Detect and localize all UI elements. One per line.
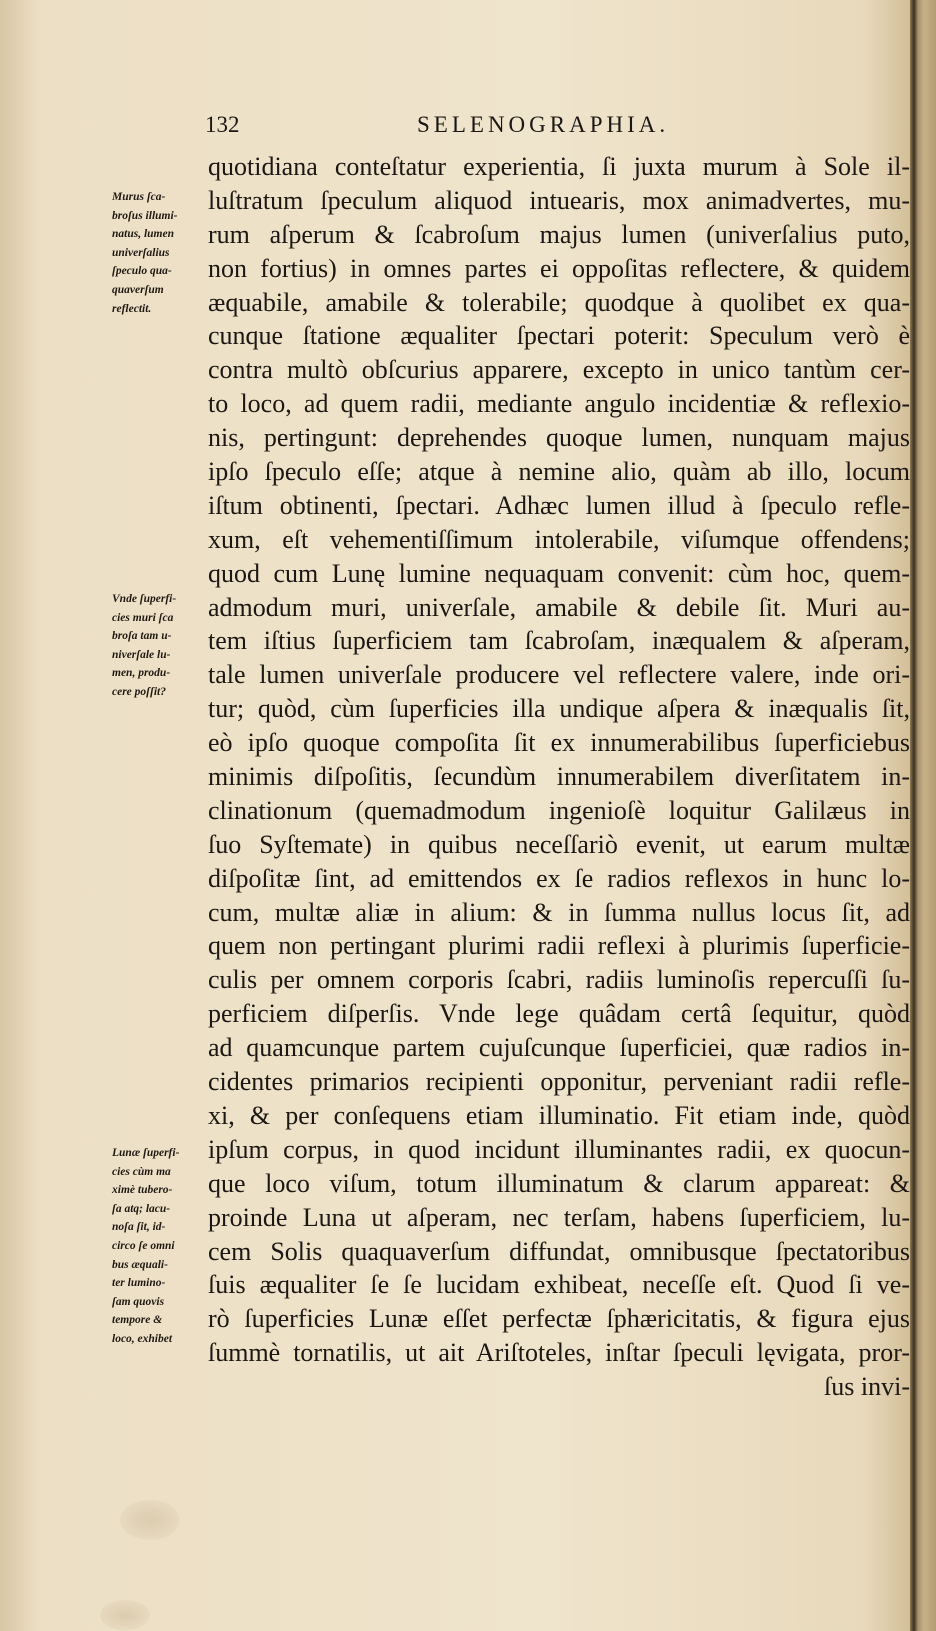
- text-line: iſtum obtinenti, ſpectari. Adhæc lumen illud à ſpeculo refle-: [208, 490, 910, 520]
- text-line: non fortius) in omnes partes ei oppoſitas reflectere, & quidem: [208, 253, 910, 283]
- text-line: diſpoſitæ ſint, ad emittendos ex ſe radios reflexos in hunc lo-: [208, 863, 910, 893]
- text-line: culis per omnem corporis ſcabri, radiis luminoſis repercuſſi ſu-: [208, 965, 910, 995]
- marginal-note-line: ter lumino-: [112, 1277, 166, 1290]
- marginal-note-line: natus, lumen: [112, 228, 174, 241]
- text-line: eò ipſo quoque compoſita ſit ex innumerabilibus ſuperficiebus: [208, 728, 910, 758]
- marginal-note-line: cere poſſit?: [112, 685, 166, 698]
- marginal-note-line: men, produ-: [112, 667, 171, 680]
- text-line: proinde Luna ut aſperam, nec terſam, habens ſuperficiem, lu-: [208, 1202, 910, 1232]
- marginal-note-line: tempore &: [112, 1314, 163, 1327]
- text-line: ad quamcunque partem cujuſcunque ſuperficiei, quæ radios in-: [208, 1033, 910, 1063]
- marginal-note-line: cies muri ſca: [112, 611, 174, 624]
- text-line: cem Solis quaquaverſum diffundat, omnibusque ſpectatoribus: [208, 1236, 910, 1266]
- text-line: quotidiana conteſtatur experientia, ſi juxta murum à Sole il-: [208, 152, 910, 181]
- text-line: tale lumen univerſale producere vel reflectere valere, inde ori-: [208, 660, 910, 690]
- marginal-note-line: Vnde ſuperfi-: [112, 593, 177, 605]
- paper-stain: [100, 1600, 150, 1630]
- marginal-note-line: broſus illumi-: [112, 209, 178, 222]
- marginal-note-line: loco, exhibet: [112, 1332, 173, 1345]
- text-line: perficiem diſperſis. Vnde lege quâdam certâ ſequitur, quòd: [208, 999, 910, 1029]
- marginal-note-line: cies cùm ma: [112, 1165, 171, 1178]
- text-line: ipſo ſpeculo eſſe; atque à nemine alio, quàm ab illo, locum: [208, 457, 910, 487]
- marginal-note-line: ximè tubero-: [112, 1184, 173, 1197]
- page-header: [205, 112, 725, 142]
- text-line: luſtratum ſpeculum aliquod intuearis, mox animadvertes, mu-: [208, 185, 910, 215]
- text-line: que loco viſum, totum illuminatum & clarum appareat: &: [208, 1168, 910, 1198]
- marginal-note-line: noſa ſit, id-: [112, 1221, 166, 1234]
- text-line: xi, & per conſequens etiam illuminatio. Fit etiam inde, quòd: [208, 1100, 910, 1130]
- text-line: æquabile, amabile & tolerabile; quodque à quolibet ex qua-: [208, 287, 910, 317]
- text-line: minimis diſpoſitis, ſecundùm innumerabilem diverſitatem in-: [208, 762, 910, 792]
- text-line: quod cum Lunę lumine nequaquam convenit: cùm hoc, quem-: [208, 558, 910, 588]
- text-line: ſuo Syſtemate) in quibus neceſſariò evenit, ut earum multæ: [208, 829, 910, 859]
- marginal-note-line: Lunæ ſuperfi-: [112, 1147, 180, 1159]
- marginal-note-line: Murus ſca-: [112, 191, 166, 203]
- text-line: cunque ſtatione æqualiter ſpectari poterit: Speculum verò è: [208, 321, 910, 351]
- marginal-note-line: bus æquali-: [112, 1258, 168, 1271]
- marginal-note-line: reflectit.: [112, 302, 152, 315]
- text-line: rum aſperum & ſcabroſum majus lumen (univerſalius puto,: [208, 219, 910, 249]
- page-edge: [910, 0, 936, 1631]
- text-line: contra multò obſcurius apparere, excepto in unico tantùm cer-: [208, 355, 910, 385]
- text-line: nis, pertingunt: deprehendes quoque lumen, nunquam majus: [208, 423, 910, 453]
- text-line: ſummè tornatilis, ut ait Ariſtoteles, inſtar ſpeculi lęvigata, pror-: [208, 1338, 910, 1368]
- text-line: cidentes primarios recipienti opponitur, perveniant radii refle-: [208, 1067, 910, 1097]
- text-line: clinationum (quemadmodum ingenioſè loquitur Galilæus in: [208, 795, 910, 825]
- text-line: admodum muri, univerſale, amabile & debile ſit. Muri au-: [208, 592, 910, 622]
- marginal-note-line: ſa atq; lacu-: [112, 1202, 171, 1215]
- marginal-note-line: circo ſe omni: [112, 1239, 175, 1252]
- text-line: to loco, ad quem radii, mediante angulo incidentiæ & reflexio-: [208, 389, 910, 419]
- catchword: ſus invi-: [824, 1372, 910, 1402]
- main-text-block: [208, 150, 910, 1404]
- marginal-note-line: univerſalius: [112, 246, 170, 259]
- marginal-note-line: ſpeculo qua-: [112, 265, 172, 278]
- text-line: quem non pertingant plurimi radii reflexi à plurimis ſuperficie-: [208, 931, 910, 961]
- marginal-note: [112, 590, 204, 702]
- text-line: ſuis æqualiter ſe ſe lucidam exhibeat, neceſſe eſt. Quod ſi ve-: [208, 1270, 910, 1300]
- text-line: ipſum corpus, in quod incidunt illuminantes radii, ex quocun-: [208, 1134, 910, 1164]
- running-title: SELENOGRAPHIA.: [417, 112, 670, 137]
- paper-stain: [120, 1500, 180, 1540]
- page-number: 132: [205, 112, 240, 137]
- marginal-note-line: broſa tam u-: [112, 630, 172, 643]
- text-line: xum, eſt vehementiſſimum intolerabile, viſumque offendens;: [208, 524, 910, 554]
- marginal-note-line: ſam quovis: [112, 1295, 165, 1308]
- text-line: tem iſtius ſuperficiem tam ſcabroſam, inæqualem & aſperam,: [208, 626, 910, 656]
- text-line: tur; quòd, cùm ſuperficies illa undique aſpera & inæqualis ſit,: [208, 694, 910, 724]
- marginal-note: [112, 188, 204, 318]
- text-line: rò ſuperficies Lunæ eſſet perfectæ ſphæricitatis, & figura ejus: [208, 1304, 910, 1334]
- marginal-note-line: quaverſum: [112, 283, 164, 296]
- marginal-note: [112, 1144, 204, 1349]
- text-line: cum, multæ aliæ in alium: & in ſumma nullus locus ſit, ad: [208, 897, 910, 927]
- marginal-note-line: niverſale lu-: [112, 648, 171, 661]
